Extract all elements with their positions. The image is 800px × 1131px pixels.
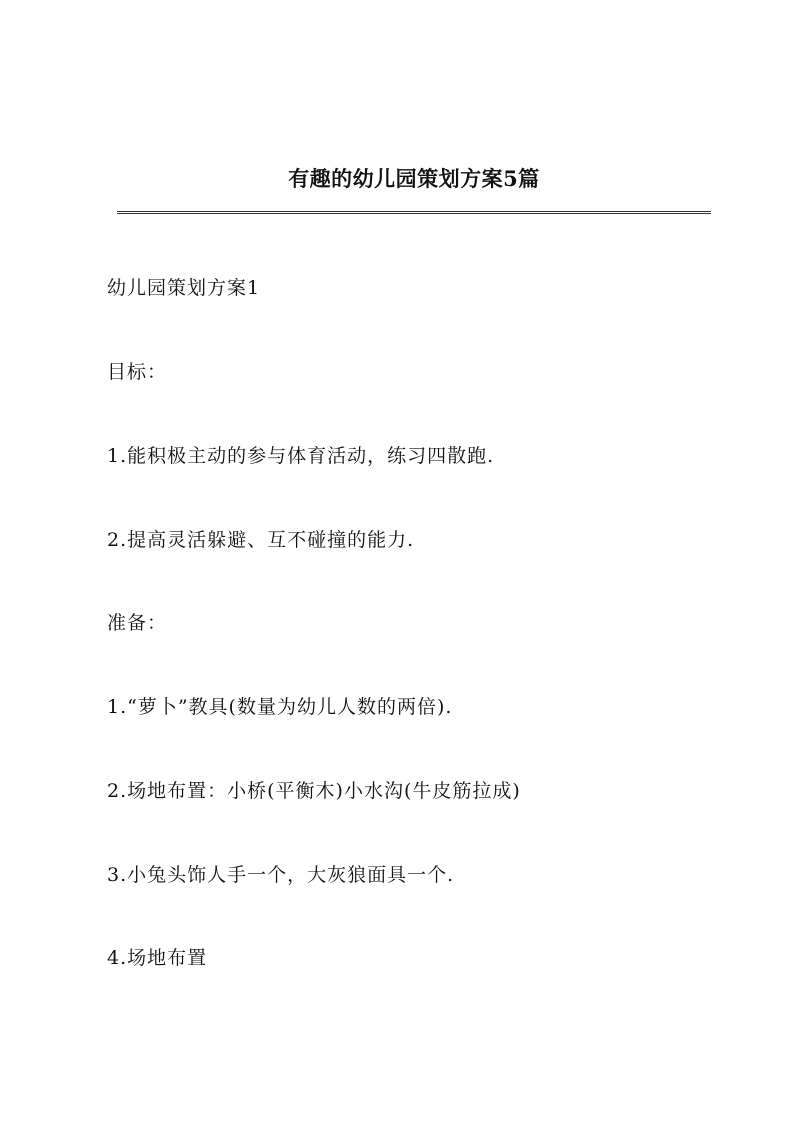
preparation-heading: 准备： [107, 612, 168, 634]
section-heading: 幼儿园策划方案1 [107, 277, 261, 299]
preparation-item-4: 4.场地布置 [107, 947, 208, 969]
document-title: 有趣的幼儿园策划方案5篇 [288, 166, 540, 191]
preparation-item-2: 2.场地布置：小桥(平衡木)小水沟(牛皮筋拉成) [107, 780, 521, 802]
goal-item-2: 2.提高灵活躲避、互不碰撞的能力. [107, 529, 415, 551]
goals-heading: 目标： [107, 361, 168, 383]
title-divider [117, 211, 711, 214]
goal-item-1: 1.能积极主动的参与体育活动，练习四散跑. [107, 445, 495, 467]
preparation-item-3: 3.小兔头饰人手一个，大灰狼面具一个. [107, 864, 455, 886]
preparation-item-1: 1.“萝卜”教具(数量为幼儿人数的两倍). [107, 696, 453, 718]
